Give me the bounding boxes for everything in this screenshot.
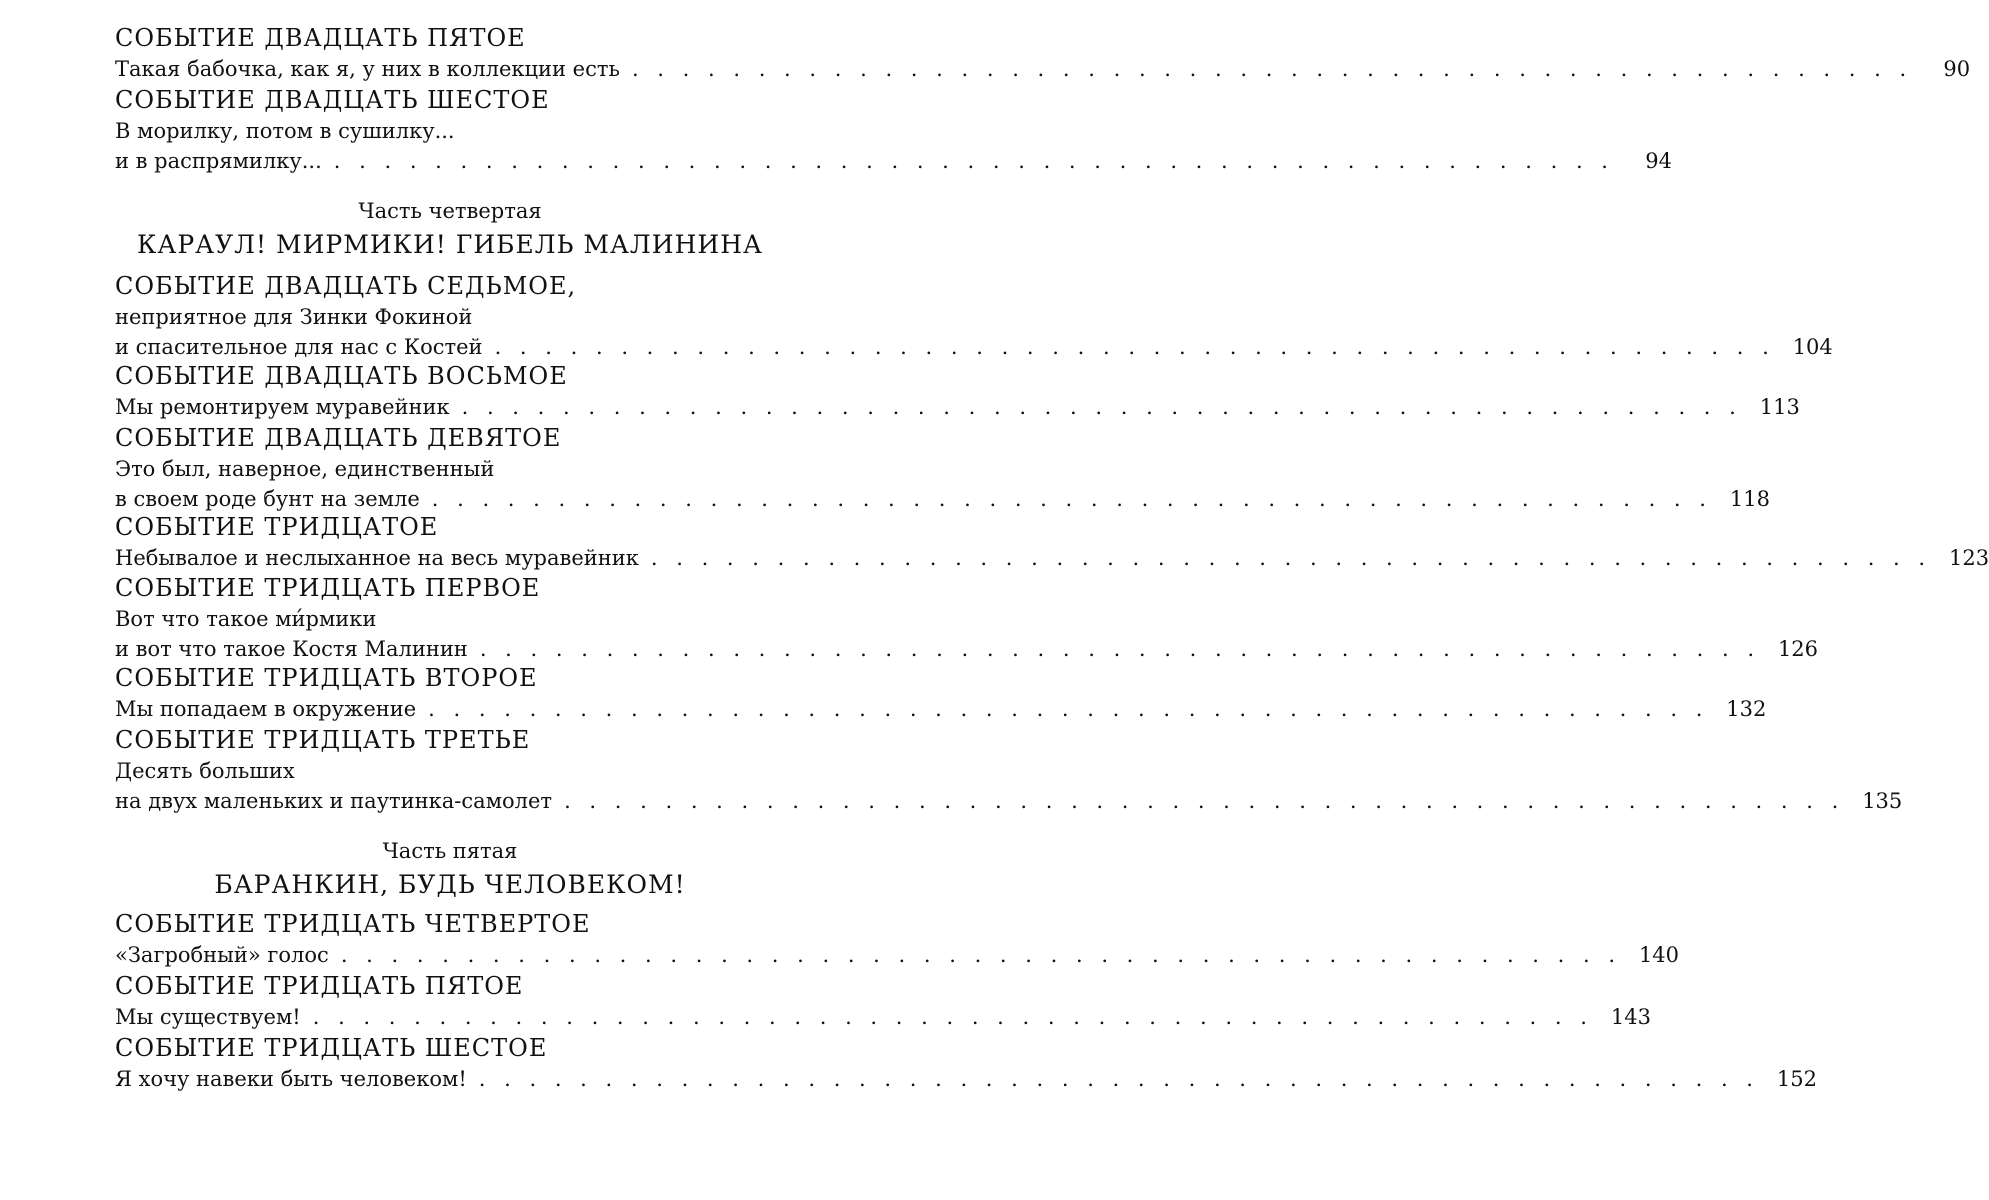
toc-entry — [115, 270, 1833, 362]
event-subtitle: Мы попадаем в окружение — [115, 697, 417, 721]
event-title: СОБЫТИЕ ДВАДЦАТЬ ДЕВЯТОЕ — [115, 424, 562, 452]
event-title: СОБЫТИЕ ДВАДЦАТЬ ПЯТОЕ — [115, 24, 526, 52]
part-heading — [0, 836, 900, 902]
event-subtitle: в своем роде бунт на земле — [115, 487, 420, 511]
part-heading — [0, 196, 900, 262]
event-title: СОБЫТИЕ ТРИДЦАТЬ ТРЕТЬЕ — [115, 726, 531, 754]
event-subtitle: Это был, наверное, единственный — [115, 457, 495, 481]
toc-entry — [115, 422, 1770, 514]
dot-leader: . . . . . . . . . . . . . . . . . . . . . . . . . . . . . . . . . . . . . . . . . . . . . . . . . . . — [631, 57, 1913, 81]
page-number: 152 — [1776, 1067, 1817, 1091]
toc-entry — [115, 908, 1680, 970]
event-title: СОБЫТИЕ ДВАДЦАТЬ ШЕСТОЕ — [115, 86, 550, 114]
toc-entry — [115, 724, 1903, 816]
entry-line — [115, 1064, 1817, 1094]
toc-entry — [115, 572, 1819, 664]
event-subtitle: и вот что такое Костя Малинин — [115, 637, 468, 661]
dot-leader: . . . . . . . . . . . . . . . . . . . . . . . . . . . . . . . . . . . . . . . . . . . . . . . . . . . — [340, 943, 1622, 967]
toc-entry — [115, 662, 1767, 724]
entry-line — [115, 694, 1767, 724]
entry-line — [115, 484, 1770, 514]
entry-line — [115, 332, 1833, 362]
dot-leader: . . . . . . . . . . . . . . . . . . . . . . . . . . . . . . . . . . . . . . . . . . . . . . . . . . . — [333, 149, 1614, 173]
toc-entry — [115, 1032, 1817, 1094]
page-number: 132 — [1726, 697, 1767, 721]
entry-line — [115, 146, 1672, 176]
event-title: СОБЫТИЕ ТРИДЦАТЬ ВТОРОЕ — [115, 664, 538, 692]
part-label: Часть четвертая — [358, 199, 542, 223]
event-subtitle: Вот что такое ми́рмики — [115, 607, 377, 631]
part-title: БАРАНКИН, БУДЬ ЧЕЛОВЕКОМ! — [214, 870, 686, 899]
event-subtitle: В морилку, потом в сушилку... — [115, 119, 455, 143]
event-subtitle: на двух маленьких и паутинка-самолет — [115, 789, 553, 813]
entry-line — [115, 786, 1903, 816]
dot-leader: . . . . . . . . . . . . . . . . . . . . . . . . . . . . . . . . . . . . . . . . . . . . . . . . . . . — [431, 487, 1712, 511]
event-subtitle: и спасительное для нас с Костей — [115, 335, 483, 359]
event-title: СОБЫТИЕ ДВАДЦАТЬ ВОСЬМОЕ — [115, 362, 568, 390]
event-title: СОБЫТИЕ ТРИДЦАТОЕ — [115, 513, 439, 541]
entry-line — [115, 1002, 1651, 1032]
page-number: 113 — [1759, 395, 1800, 419]
dot-leader: . . . . . . . . . . . . . . . . . . . . . . . . . . . . . . . . . . . . . . . . . . . . . . . . . . . — [564, 789, 1845, 813]
toc-entry — [115, 511, 1989, 573]
part-label: Часть пятая — [382, 839, 518, 863]
dot-leader: . . . . . . . . . . . . . . . . . . . . . . . . . . . . . . . . . . . . . . . . . . . . . . . . . . . — [650, 546, 1932, 570]
toc-entry — [115, 84, 1672, 176]
page-number: 135 — [1862, 789, 1903, 813]
event-title: СОБЫТИЕ ТРИДЦАТЬ ПЯТОЕ — [115, 972, 524, 1000]
event-title: СОБЫТИЕ ТРИДЦАТЬ ШЕСТОЕ — [115, 1034, 548, 1062]
entry-line — [115, 543, 1989, 573]
page-number: 123 — [1949, 546, 1989, 570]
event-subtitle: «Загробный» голос — [115, 943, 329, 967]
event-subtitle: Мы существуем! — [115, 1005, 301, 1029]
entry-line — [115, 634, 1819, 664]
event-title: СОБЫТИЕ ТРИДЦАТЬ ЧЕТВЕРТОЕ — [115, 910, 591, 938]
event-subtitle: Такая бабочка, как я, у них в коллекции есть — [115, 57, 620, 81]
toc-entry — [115, 22, 1971, 84]
page-number: 104 — [1792, 335, 1833, 359]
event-subtitle: Десять больших — [115, 759, 295, 783]
part-title: КАРАУЛ! МИРМИКИ! ГИБЕЛЬ МАЛИНИНА — [137, 230, 763, 259]
page-number: 94 — [1645, 149, 1672, 173]
event-subtitle: Мы ремонтируем муравейник — [115, 395, 450, 419]
entry-line — [115, 54, 1971, 84]
page-number: 143 — [1610, 1005, 1651, 1029]
page-number: 118 — [1729, 487, 1770, 511]
event-title: СОБЫТИЕ ТРИДЦАТЬ ПЕРВОЕ — [115, 574, 541, 602]
event-subtitle: неприятное для Зинки Фокиной — [115, 305, 473, 329]
dot-leader: . . . . . . . . . . . . . . . . . . . . . . . . . . . . . . . . . . . . . . . . . . . . . . . . . . . — [494, 335, 1775, 359]
event-subtitle: Я хочу навеки быть человеком! — [115, 1067, 467, 1091]
event-title: СОБЫТИЕ ДВАДЦАТЬ СЕДЬМОЕ, — [115, 272, 577, 300]
event-subtitle: и в распрямилку... — [115, 149, 322, 173]
page-number: 126 — [1777, 637, 1819, 661]
event-subtitle: Небывалое и неслыханное на весь муравейник — [115, 546, 639, 570]
page-number: 90 — [1943, 57, 1971, 81]
entry-line — [115, 940, 1680, 970]
entry-line — [115, 392, 1800, 422]
dot-leader: . . . . . . . . . . . . . . . . . . . . . . . . . . . . . . . . . . . . . . . . . . . . . . . . . . . — [312, 1005, 1593, 1029]
dot-leader: . . . . . . . . . . . . . . . . . . . . . . . . . . . . . . . . . . . . . . . . . . . . . . . . . . . — [461, 395, 1742, 419]
dot-leader: . . . . . . . . . . . . . . . . . . . . . . . . . . . . . . . . . . . . . . . . . . . . . . . . . . . — [478, 1067, 1759, 1091]
page-number: 140 — [1638, 943, 1680, 967]
dot-leader: . . . . . . . . . . . . . . . . . . . . . . . . . . . . . . . . . . . . . . . . . . . . . . . . . . . — [479, 637, 1761, 661]
toc-entry — [115, 360, 1800, 422]
dot-leader: . . . . . . . . . . . . . . . . . . . . . . . . . . . . . . . . . . . . . . . . . . . . . . . . . . . — [428, 697, 1709, 721]
toc-entry — [115, 970, 1651, 1032]
